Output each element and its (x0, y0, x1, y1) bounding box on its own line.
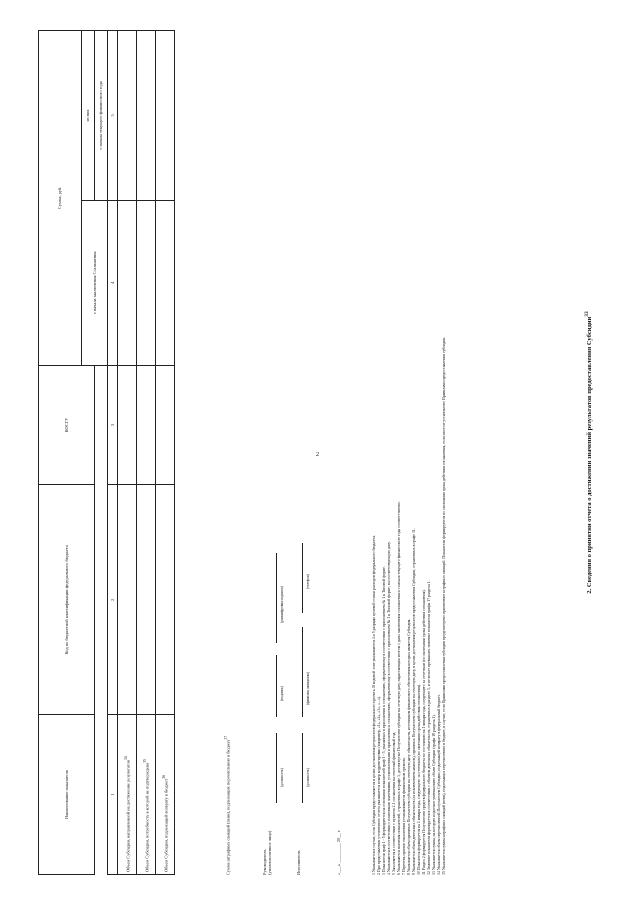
num-cell: 5 (108, 31, 118, 201)
header-sum-of-which: из них (82, 31, 95, 201)
executor-label: Исполнитель (296, 850, 301, 875)
page-number: 2 (316, 452, 319, 458)
footnote: 7 Перечень причин отклонения устанавливается финансовым органом. (402, 757, 406, 875)
executor-fio-caption: (фамилия, инициалы) (306, 671, 310, 705)
cell-empty[interactable] (156, 31, 175, 201)
date-line: «___» _________ 20__ г. (336, 829, 341, 875)
decode-line[interactable] (276, 553, 277, 643)
section-title-note: 33 (584, 311, 590, 317)
row-label (137, 715, 156, 875)
table-row (118, 31, 137, 875)
head-label-2: (уполномоченное лицо) (267, 830, 273, 875)
footnote: 12 Значение показателя формируется в соответствии с объемом денежных обязательств, отраженных в разделе 1, и не может превышать значение показателя графы 17 раздела 1. (427, 580, 431, 875)
footnote: 1 Указывается в случае, если Субсидия предоставляется в целях достижения результатов федерального проекта. В кодовой зоне указываются 4 и 5 разряды целевой статьи расходов федерального бюджета. (372, 534, 376, 875)
head-label (262, 831, 273, 875)
footnote: 2 При представлении уточненного отчета указывается номер корректировки (например, «1», «2», «3», «...»). (377, 695, 381, 875)
row-label-text: Объем Субсидии, направленной на достижение результатов (125, 760, 131, 872)
table-row (156, 31, 175, 875)
footnote: 10 Показатель формируется на 1 января года, следующего за отчетным (по окончании срока действия соглашения). (417, 683, 421, 875)
header-code: Код по бюджетной классификации федерального бюджета (39, 485, 95, 715)
footnote: 4 Указываются в соответствии с плановыми значениями, установленными в приложении к соглашению, оформленному в соответствии с приложением № 1 к Типовой форме, на соответствующую дату. (387, 541, 391, 875)
footnote: 6 Указываются значения показателей, отраженных в графе 3, достигнутые Получателем субсидии на отчетную дату, нарастающим итогом с даты заключения соглашения и с начала текущего финансового года соответственно. (397, 501, 401, 875)
row-label-text: Объем Субсидии, потребность в которой не подтверждена (144, 762, 150, 872)
section-title (584, 0, 593, 905)
num-cell: 1 (108, 715, 118, 875)
penalty-label: Сумма штрафных санкций (пени), подлежащих перечислению в бюджет (225, 739, 231, 875)
section-title-text: 2. Сведения о принятии отчета о достижении значений результатов предоставления Субсидии (586, 316, 594, 594)
cell-empty[interactable] (137, 365, 156, 485)
cell-empty[interactable] (137, 31, 156, 201)
row-label (118, 715, 137, 875)
table-row (137, 31, 156, 875)
cell-empty[interactable] (118, 485, 137, 715)
executor-position-caption: (должность) (306, 768, 310, 787)
footnotes (372, 30, 447, 875)
num-cell: 2 (108, 485, 118, 715)
penalty-note: 37 (224, 735, 228, 740)
footnote: 14 Указывается объем перечисленной Получателем Субсидии, подлежащей возврату в федеральный бюджет. (437, 694, 441, 875)
footnote: 8 Указывается объем принятых Получателем субсидии на отчетную дату обязательств, источником финансового обеспечения которых является Субсидия. (407, 618, 411, 875)
cell-empty[interactable] (118, 200, 137, 365)
header-name: Наименование показателя (39, 715, 95, 875)
cell-empty[interactable] (137, 200, 156, 365)
sign-caption: (подпись) (280, 686, 284, 701)
executor-fio-line[interactable] (302, 627, 303, 717)
cell-empty[interactable] (118, 365, 137, 485)
cell-empty[interactable] (137, 485, 156, 715)
penalty-line (224, 736, 231, 875)
phone-caption: (телефон) (306, 573, 310, 589)
position-caption: (должность) (280, 768, 284, 787)
num-cell: 4 (108, 200, 118, 365)
row-note: 35 (142, 759, 147, 763)
footnote: 9 Указывается объем денежных обязательств (за исключением авансов), принятых Получателем субсидии на отчетную дату, в целях достижения результатов предоставления Субсидии, отраженных в графе 11. (412, 528, 416, 875)
cell-empty[interactable] (156, 200, 175, 365)
row-label (156, 715, 175, 875)
position-line[interactable] (276, 733, 277, 803)
header-sum-year: с начала текущего финансового года (95, 31, 108, 201)
phone-line[interactable] (302, 543, 303, 613)
row-note: 36 (161, 775, 166, 779)
num-cell: 3 (108, 365, 118, 485)
footnote: 5 Заполняется в соответствии с пунктом 2.1 соглашения на отчетный финансовый год. (392, 731, 396, 875)
footnote: 11 Раздел 2 формируется Получателем средств федерального бюджета по состоянию на 1 января года, следующего за отчетным (по окончании срока действия соглашения). (422, 589, 426, 875)
footnote: 3 Показатели граф 1 - 5 формируются на основании показателей граф 1 - 5, указанных в приложении к соглашению, оформленному в соответствии с приложением № 1 к Типовой форме. (382, 566, 386, 875)
head-label-1: Руководитель (262, 849, 267, 875)
cell-empty[interactable] (156, 365, 175, 485)
footnote: 13 Указывается сумма, на которую подлежит уменьшению объем Субсидии (графа 18 раздела 1). (432, 714, 436, 875)
footnote: 15 Указывается сумма штрафных санкций (пени), подлежащих перечислению в бюджет, в случае, если Правилами предоставления субсидии предусмотрено применение штрафных санкций. Показатели формируются по окончании срока действия соглашения, если иное не установлено Правилами предоставления субсидии. (442, 336, 446, 875)
header-kosgu: КОСГУ (39, 365, 95, 485)
executor-position-line[interactable] (302, 733, 303, 803)
row-note: 34 (123, 756, 128, 761)
cell-empty[interactable] (118, 31, 137, 201)
header-sum: Сумма, руб. (39, 31, 82, 366)
cell-empty[interactable] (156, 485, 175, 715)
sign-line[interactable] (276, 655, 277, 717)
report-table (38, 30, 175, 875)
decode-caption: (расшифровка подписи) (280, 586, 284, 623)
row-label-text: Объем Субсидии, подлежащей возврату в бюджет (163, 778, 169, 872)
header-sum-total: с начала заключения Соглашения (82, 200, 108, 365)
